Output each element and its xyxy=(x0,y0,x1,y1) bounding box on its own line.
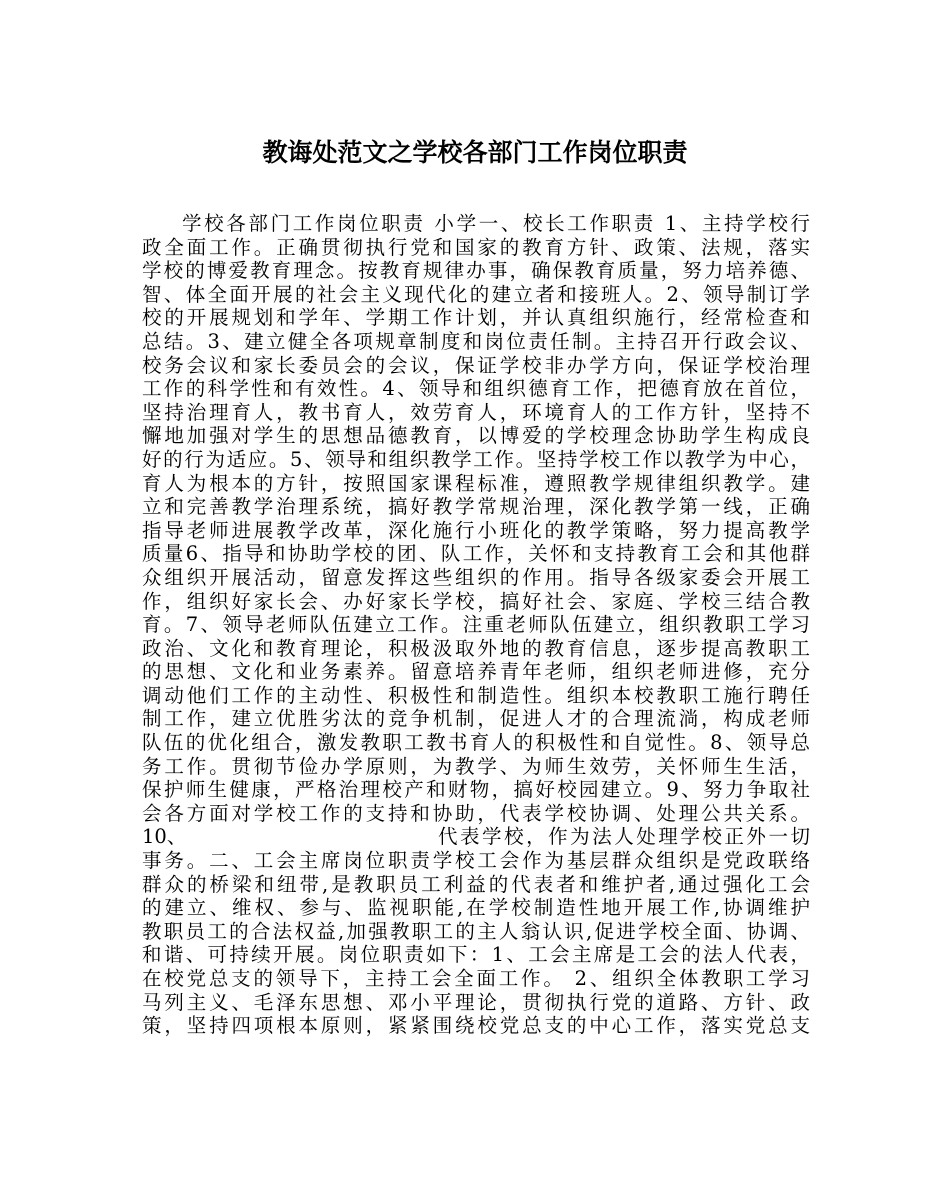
text-line: 教职员工的合法权益,加强教职工的主人翁认识,促进学校全面、协调、 xyxy=(142,919,810,943)
document-body xyxy=(142,212,810,1038)
text-line: 保护师生健康，严格治理校产和财物，搞好校园建立。9、努力争取社 xyxy=(142,778,810,802)
text-line: 马列主义、毛泽东思想、邓小平理论，贯彻执行党的道路、方针、政 xyxy=(142,990,810,1014)
text-line: 立和完善教学治理系统，搞好教学常规治理，深化教学第一线，正确 xyxy=(142,495,810,519)
text-line: 校的开展规划和学年、学期工作计划，并认真组织施行，经常检查和 xyxy=(142,306,810,330)
text-line: 懈地加强对学生的思想品德教育，以博爱的学校理念协助学生构成良 xyxy=(142,424,810,448)
text-line-with-gap xyxy=(142,825,810,849)
text-line: 作，组织好家长会、办好家长学校，搞好社会、家庭、学校三结合教 xyxy=(142,589,810,613)
text-line: 总结。3、建立健全各项规章制度和岗位责任制。主持召开行政会议、 xyxy=(142,329,810,353)
text-line: 学校的博爱教育理念。按教育规律办事，确保教育质量，努力培养德、 xyxy=(142,259,810,283)
gap-line-left: 10、 xyxy=(142,825,187,849)
text-line: 会各方面对学校工作的支持和协助，代表学校协调、处理公共关系。 xyxy=(142,801,810,825)
text-line: 学校各部门工作岗位职责 小学一、校长工作职责 1、主持学校行 xyxy=(182,212,810,235)
text-line: 的思想、文化和业务素养。留意培养青年老师，组织老师进修，充分 xyxy=(142,660,810,684)
text-line: 众组织开展活动，留意发挥这些组织的作用。指导各级家委会开展工 xyxy=(142,565,810,589)
text-line: 策，坚持四项根本原则，紧紧围绕校党总支的中心工作，落实党总支 xyxy=(142,1014,810,1038)
text-line: 育。7、领导老师队伍建立工作。注重老师队伍建立，组织教职工学习 xyxy=(142,613,810,637)
text-line: 育人为根本的方针，按照国家课程标准，遵照教学规律组织教学。建 xyxy=(142,471,810,495)
text-line: 智、体全面开展的社会主义现代化的建立者和接班人。2、领导制订学 xyxy=(142,282,810,306)
text-line: 政治、文化和教育理论，积极汲取外地的教育信息，逐步提高教职工 xyxy=(142,636,810,660)
text-line: 校务会议和家长委员会的会议，保证学校非办学方向，保证学校治理 xyxy=(142,353,810,377)
text-line: 队伍的优化组合，激发教职工教书育人的积极性和自觉性。8、领导总 xyxy=(142,731,810,755)
document-title: 教诲处范文之学校各部门工作岗位职责 xyxy=(262,138,688,167)
text-line: 务工作。贯彻节俭办学原则，为教学、为师生效劳，关怀师生生活， xyxy=(142,754,810,778)
text-line: 政全面工作。正确贯彻执行党和国家的教育方针、政策、法规，落实 xyxy=(142,235,810,259)
text-line: 在校党总支的领导下，主持工会全面工作。 2、组织全体教职工学习 xyxy=(142,967,810,990)
text-line: 指导老师进展教学改革，深化施行小班化的教学策略，努力提高教学 xyxy=(142,518,810,542)
text-line: 事务。二、工会主席岗位职责学校工会作为基层群众组织是党政联络 xyxy=(142,849,810,873)
text-line: 群众的桥梁和纽带,是教职员工利益的代表者和维护者,通过强化工会 xyxy=(142,872,810,896)
text-line: 的建立、维权、参与、监视职能,在学校制造性地开展工作,协调维护 xyxy=(142,896,810,920)
text-line: 工作的科学性和有效性。4、领导和组织德育工作，把德育放在首位， xyxy=(142,377,810,401)
text-line: 坚持治理育人，教书育人，效劳育人，环境育人的工作方针，坚持不 xyxy=(142,400,810,424)
text-line: 和谐、可持续开展。岗位职责如下：1、工会主席是工会的法人代表， xyxy=(142,943,810,967)
text-line: 好的行为适应。5、领导和组织教学工作。坚持学校工作以教学为中心， xyxy=(142,447,810,471)
text-line: 质量6、指导和协助学校的团、队工作，关怀和支持教育工会和其他群 xyxy=(142,542,810,566)
text-line: 制工作，建立优胜劣汰的竞争机制，促进人才的合理流淌，构成老师 xyxy=(142,707,810,731)
text-line: 调动他们工作的主动性、积极性和制造性。组织本校教职工施行聘任 xyxy=(142,683,810,707)
gap-line-right: 代表学校，作为法人处理学校正外一切 xyxy=(438,825,810,849)
